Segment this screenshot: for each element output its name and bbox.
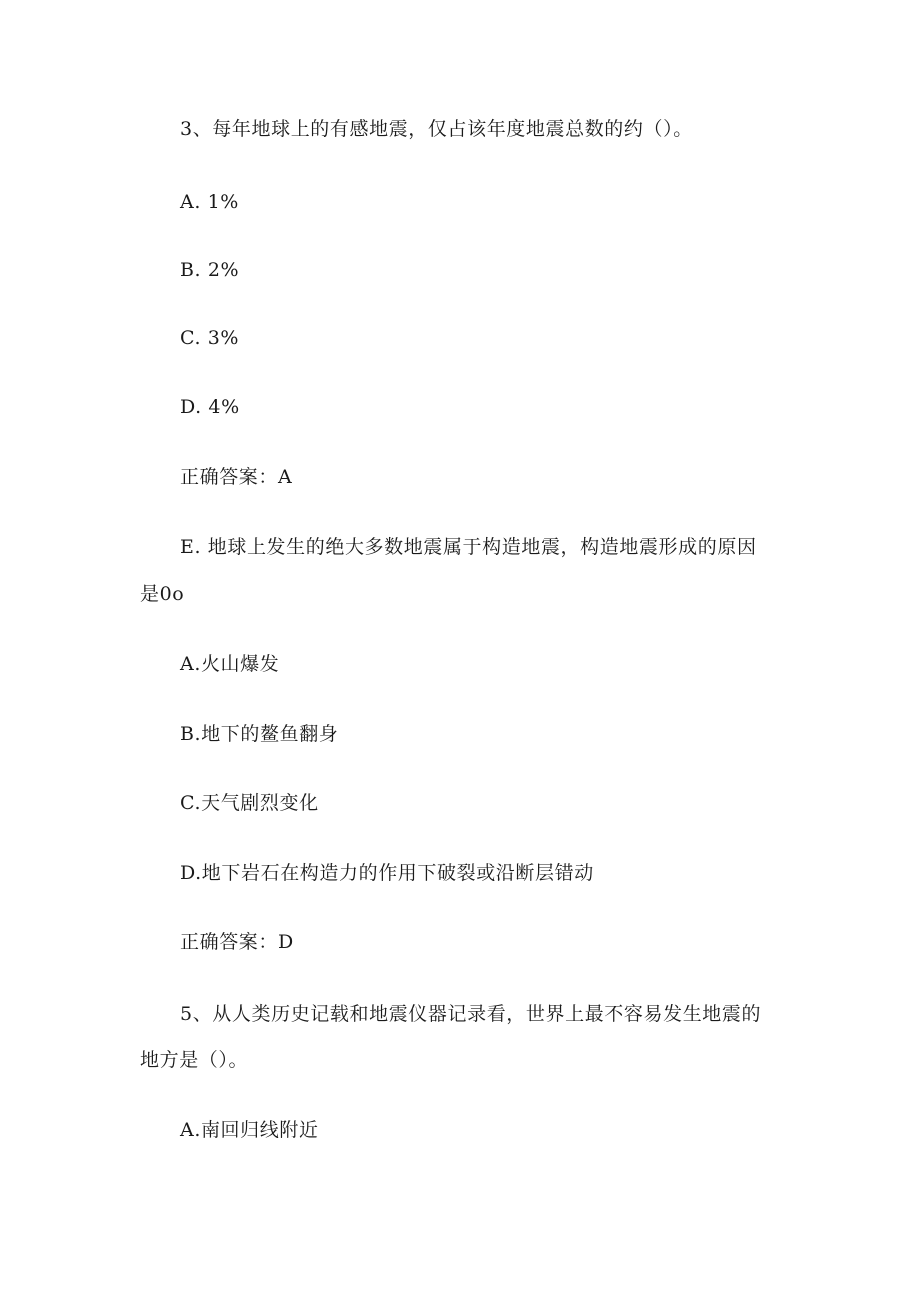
question-5-option-a: A.南回归线附近 <box>180 1119 319 1141</box>
question-4-stem-line2: 是0o <box>140 583 185 605</box>
question-5-stem-line1: 5、从人类历史记载和地震仪器记录看，世界上最不容易发生地震的 <box>180 1003 762 1025</box>
question-4-option-b: B.地下的鳌鱼翻身 <box>180 723 339 745</box>
question-4-option-c: C.天气剧烈变化 <box>180 792 319 814</box>
question-4-option-a: A.火山爆发 <box>180 653 280 675</box>
question-4-option-d: D.地下岩石在构造力的作用下破裂或沿断层错动 <box>180 862 594 884</box>
question-4-answer: 正确答案：D <box>180 931 294 953</box>
question-3-option-c: C. 3% <box>180 327 240 349</box>
question-5-stem-line2: 地方是（）。 <box>140 1049 249 1071</box>
question-3-option-b: B. 2% <box>180 259 240 281</box>
question-3-answer: 正确答案：A <box>180 466 293 488</box>
question-3-option-d: D. 4% <box>180 396 240 418</box>
question-4-stem-line1: E. 地球上发生的绝大多数地震属于构造地震，构造地震形成的原因 <box>180 536 757 558</box>
question-3-stem: 3、每年地球上的有感地震，仅占该年度地震总数的约（）。 <box>180 118 693 140</box>
question-3-option-a: A. 1% <box>180 191 239 213</box>
